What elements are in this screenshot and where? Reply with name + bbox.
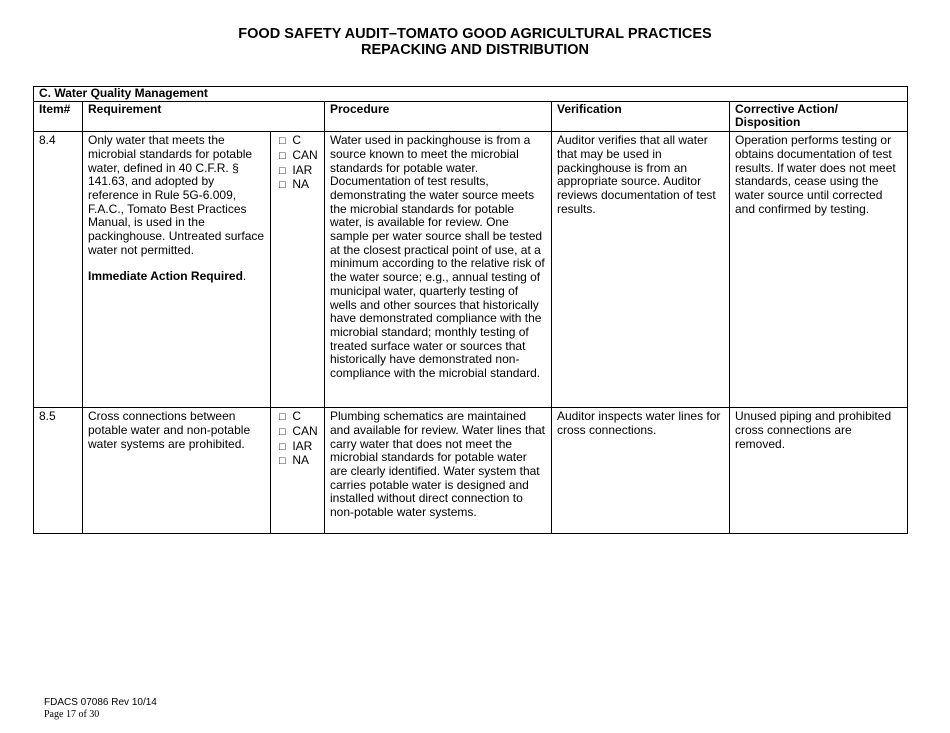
status-label: NA <box>292 177 310 192</box>
status-checkboxes <box>271 408 325 534</box>
requirement-emphasis-line <box>88 270 265 284</box>
status-label: CAN <box>292 423 318 438</box>
requirement-text: Only water that meets the microbial standards for potable water, defined in 40 C.F.R. § 141.63, and adopted by reference in Rule 5G-6.009, F.A.C., Tomato Best Practices Manual, is used in the packinghouse. Untreated surface water not permitted. <box>88 133 265 257</box>
status-option-can[interactable] <box>279 149 319 164</box>
item-number: 8.5 <box>34 408 83 534</box>
status-label: C <box>292 133 302 148</box>
col-requirement-header: Requirement <box>83 101 325 131</box>
checkbox-icon[interactable]: □ <box>279 179 286 192</box>
col-procedure-header: Procedure <box>325 101 552 131</box>
immediate-action-label: Immediate Action Required <box>88 269 243 284</box>
status-option-na[interactable] <box>279 178 319 193</box>
col-corrective-header-line2: Disposition <box>735 115 801 130</box>
status-label: IAR <box>292 162 313 177</box>
checkbox-icon[interactable]: □ <box>279 135 286 148</box>
requirement-cell <box>83 132 271 408</box>
status-label: IAR <box>292 438 313 453</box>
status-option-can[interactable] <box>279 425 319 440</box>
checkbox-icon[interactable]: □ <box>279 425 286 438</box>
col-corrective-header <box>730 101 908 131</box>
requirement-text: Cross connections between potable water and non-potable water systems are prohibited. <box>88 409 251 451</box>
checkbox-icon[interactable]: □ <box>279 455 286 468</box>
document-title: FOOD SAFETY AUDIT–TOMATO GOOD AGRICULTURAL PRACTICES <box>238 26 712 42</box>
checkbox-icon[interactable]: □ <box>279 164 286 177</box>
checkbox-icon[interactable]: □ <box>279 411 286 424</box>
table-row <box>34 132 908 408</box>
procedure-text: Water used in packinghouse is from a source known to meet the microbial standards for potable water. Documentation of test results, demonstrating the water source meets the microbial standards for potable water, is available for review. One sample per water source shall be tested at the closest practical point of use, at a minimum according to the relative risk of the water source; e.g., annual testing of municipal water, quarterly testing of wells and other sources that historically have demonstrated compliance with the microbial standard; monthly testing of treated surface water or sources that historically have demonstrated non-compliance with the microbial standard. <box>325 132 552 408</box>
corrective-text: Operation performs testing or obtains documentation of test results. If water does not meet standards, cease using the water source until corrected and confirmed by testing. <box>730 132 908 408</box>
requirement-cell <box>83 408 271 534</box>
col-item-header: Item# <box>34 101 83 131</box>
status-label: CAN <box>292 147 318 162</box>
status-option-c[interactable] <box>279 410 319 425</box>
status-option-c[interactable] <box>279 134 319 149</box>
col-corrective-header-line1: Corrective Action/ <box>735 101 838 116</box>
verification-text: Auditor inspects water lines for cross connections. <box>552 408 730 534</box>
status-option-iar[interactable] <box>279 164 319 179</box>
item-number: 8.4 <box>34 132 83 408</box>
document-subtitle: REPACKING AND DISTRIBUTION <box>361 42 589 58</box>
status-option-na[interactable] <box>279 454 319 469</box>
form-id: FDACS 07086 Rev 10/14 <box>44 697 157 708</box>
page-number: Page 17 of 30 <box>44 709 100 720</box>
verification-text: Auditor verifies that all water that may be used in packinghouse is from an appropriate source. Auditor reviews documentation of test results. <box>552 132 730 408</box>
status-checkboxes <box>271 132 325 408</box>
table-header-row <box>34 101 908 131</box>
table-row <box>34 408 908 534</box>
section-heading: C. Water Quality Management <box>34 87 908 102</box>
checkbox-icon[interactable]: □ <box>279 440 286 453</box>
audit-table <box>33 86 908 534</box>
procedure-text: Plumbing schematics are maintained and available for review. Water lines that carry water that does not meet the microbial standards for potable water are clearly identified. Water system that carries potable water is designed and installed without direct connection to non-potable water systems. <box>325 408 552 534</box>
status-label: NA <box>292 453 310 468</box>
col-verification-header: Verification <box>552 101 730 131</box>
corrective-text: Unused piping and prohibited cross connections are removed. <box>730 408 908 534</box>
status-option-iar[interactable] <box>279 440 319 455</box>
checkbox-icon[interactable]: □ <box>279 149 286 162</box>
immediate-action-period: . <box>242 269 247 284</box>
status-label: C <box>292 409 302 424</box>
